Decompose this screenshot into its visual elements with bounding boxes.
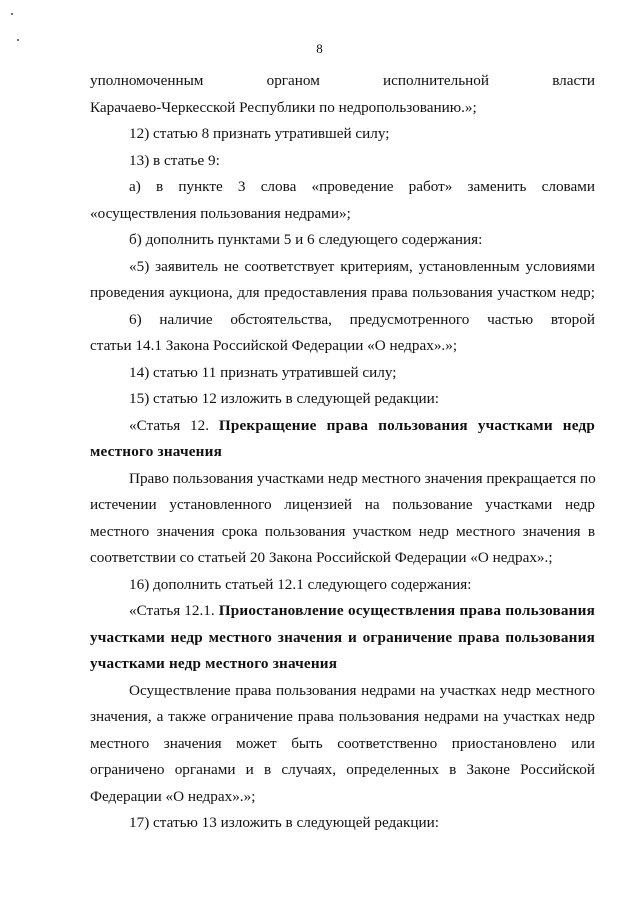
text-line: истечении установленного лицензией на пользование участками недр	[90, 496, 595, 513]
text-line: Карачаево-Черкесской Республики по недропользованию.»;	[90, 99, 477, 116]
article-title: участками недр местного значения и ограничение права пользования	[90, 629, 595, 646]
text-line: значения, а также ограничение права пользования недрами на участках недр	[90, 708, 595, 725]
text-line: а) в пункте 3 слова «проведение работ» заменить словами	[129, 178, 595, 195]
text-line: 6) наличие обстоятельства, предусмотренного частью второй	[129, 311, 595, 328]
text-line: Право пользования участками недр местного значения прекращается по	[129, 470, 596, 487]
text-line: «5) заявитель не соответствует критериям, установленным условиями	[129, 258, 595, 275]
article-label: «Статья 12.	[129, 417, 210, 434]
text-line: статьи 14.1 Закона Российской Федерации «О недрах».»;	[90, 337, 458, 354]
article-label: «Статья 12.1.	[129, 602, 215, 619]
article-12-1-heading	[129, 598, 595, 625]
text-line: 17) статью 13 изложить в следующей редакции:	[129, 814, 439, 831]
article-12-heading	[129, 413, 595, 440]
text-line: Осуществление права пользования недрами на участках недр местного	[129, 682, 595, 699]
text-line: 12) статью 8 признать утратившей силу;	[129, 125, 390, 142]
article-title: местного значения	[90, 443, 222, 460]
text-line: 15) статью 12 изложить в следующей редакции:	[129, 390, 439, 407]
text-line: 16) дополнить статьей 12.1 следующего содержания:	[129, 576, 472, 593]
text-line: проведения аукциона, для предоставления права пользования участком недр;	[90, 284, 595, 301]
article-12-heading-cont	[90, 439, 595, 466]
article-title: Прекращение права пользования участками недр	[218, 417, 596, 434]
scan-speck	[11, 13, 13, 15]
text-line: 13) в статье 9:	[129, 152, 220, 169]
text-line: ограничено органами и в случаях, определенных в Законе Российской	[90, 761, 595, 778]
text-line: соответствии со статьей 20 Закона Российской Федерации «О недрах».;	[90, 549, 553, 566]
article-title: участками недр местного значения	[90, 655, 338, 672]
text-line: местного значения срока пользования участком недр местного значения в	[90, 523, 595, 540]
page-number: 8	[316, 41, 323, 56]
text-line: «осуществления пользования недрами»;	[90, 205, 351, 222]
article-title: Приостановление осуществления права пользования	[218, 602, 595, 619]
text-line: б) дополнить пунктами 5 и 6 следующего содержания:	[129, 231, 483, 248]
text-line: местного значения может быть соответственно приостановлено или	[90, 735, 595, 752]
text-line: 14) статью 11 признать утратившей силу;	[129, 364, 397, 381]
article-12-1-heading-cont	[90, 651, 595, 678]
text-line: Федерации «О недрах».»;	[90, 788, 256, 805]
text-line: уполномоченным органом исполнительной власти	[90, 72, 595, 89]
article-12-1-heading-cont	[90, 625, 595, 652]
